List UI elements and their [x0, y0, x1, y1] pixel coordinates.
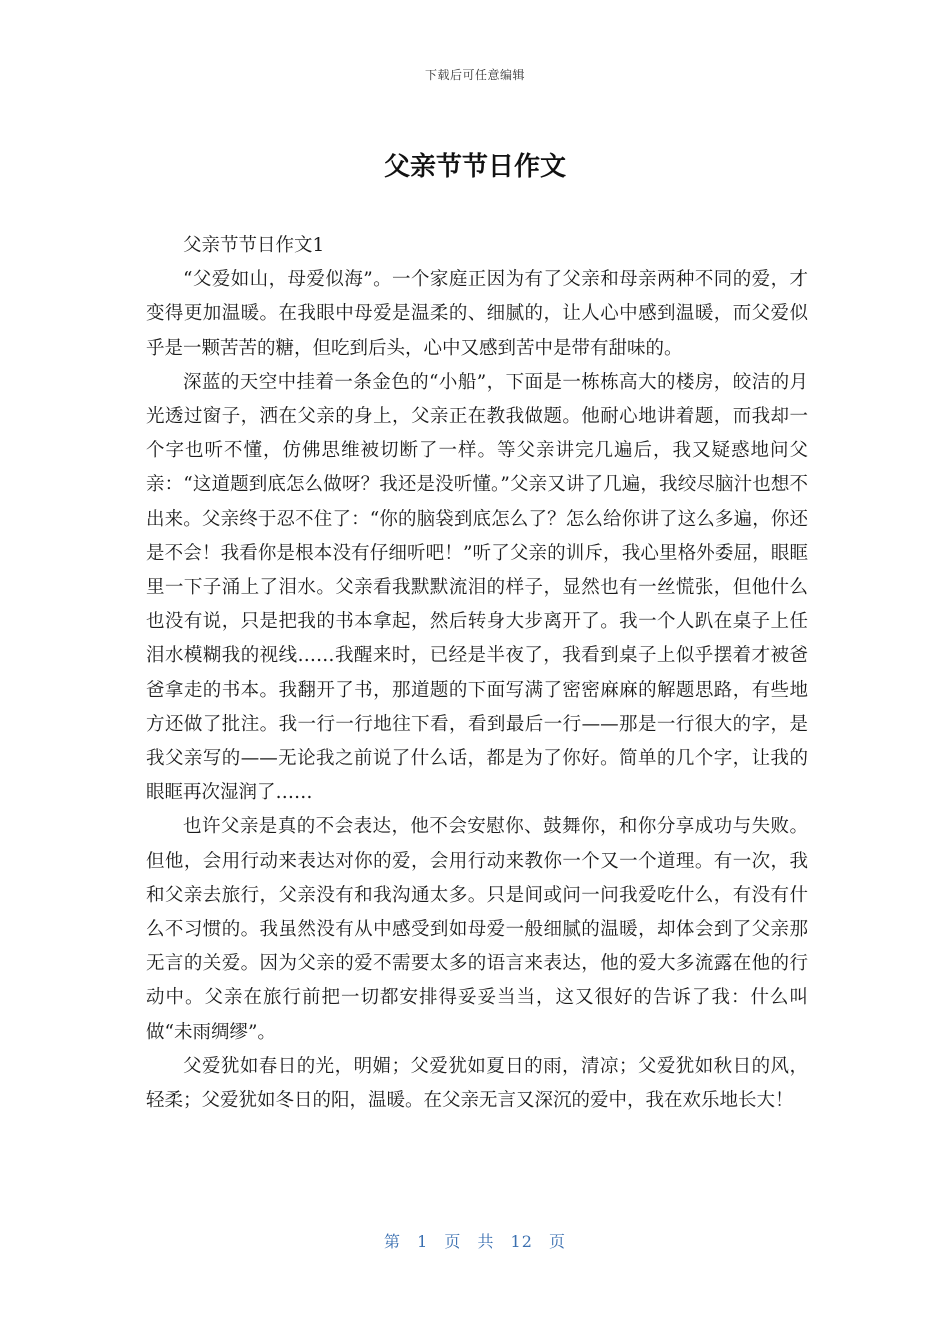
paragraph: 父爱犹如春日的光，明媚；父爱犹如夏日的雨，清凉；父爱犹如秋日的风，轻柔；父爱犹如冬日的阳，温暖。在父亲无言又深沉的爱中，我在欢乐地长大！ [146, 1055, 808, 1112]
paragraph: “父爱如山，母爱似海”。一个家庭正因为有了父亲和母亲两种不同的爱，才变得更加温暖。在我眼中母爱是温柔的、细腻的，让人心中感到温暖，而父爱似乎是一颗苦苦的糖，但吃到后头，心中又感到苦中是带有甜味的。 [146, 269, 808, 359]
section-heading: 父亲节节日作文1 [183, 235, 325, 256]
paragraph: 也许父亲是真的不会表达，他不会安慰你、鼓舞你，和你分享成功与失败。但他，会用行动来表达对你的爱，会用行动来教你一个又一个道理。有一次，我和父亲去旅行，父亲没有和我沟通太多。只是间或问一问我爱吃什么，有没有什么不习惯的。我虽然没有从中感受到如母爱一般细腻的温暖，却体会到了父亲那无言的关爱。因为父亲的爱不需要太多的语言来表达，他的爱大多流露在他的行动中。父亲在旅行前把一切都安排得妥妥当当，这又很好的告诉了我：什么叫做“未雨绸缪”。 [146, 816, 808, 1043]
page-header-note: 下载后可任意编辑 [424, 68, 525, 82]
paragraph: 深蓝的天空中挂着一条金色的“小船”，下面是一栋栋高大的楼房，皎洁的月光透过窗子，洒在父亲的身上，父亲正在教我做题。他耐心地讲着题，而我却一个字也听不懂，仿佛思维被切断了一样。等父亲讲完几遍后，我又疑惑地问父亲：“这道题到底怎么做呀？我还是没听懂。”父亲又讲了几遍，我绞尽脑汁也想不出来。父亲终于忍不住了：“你的脑袋到底怎么了？怎么给你讲了这么多遍，你还是不会！我看你是根本没有仔细听吧！”听了父亲的训斥，我心里格外委屈，眼眶里一下子涌上了泪水。父亲看我默默流泪的样子，显然也有一丝慌张，但他什么也没有说，只是把我的书本拿起，然后转身大步离开了。我一个人趴在桌子上任泪水模糊我的视线……我醒来时，已经是半夜了，我看到桌子上似乎摆着才被爸爸拿走的书本。我翻开了书，那道题的下面写满了密密麻麻的解题思路，有些地方还做了批注。我一行一行地往下看，看到最后一行——那是一行很大的字，是我父亲写的——无论我之前说了什么话，都是为了你好。简单的几个字，让我的眼眶再次湿润了…… [146, 371, 808, 804]
document-body [146, 229, 808, 1118]
page-number-footer: 第 1 页 共 12 页 [384, 1232, 566, 1251]
document-title: 父亲节节日作文 [383, 152, 566, 182]
